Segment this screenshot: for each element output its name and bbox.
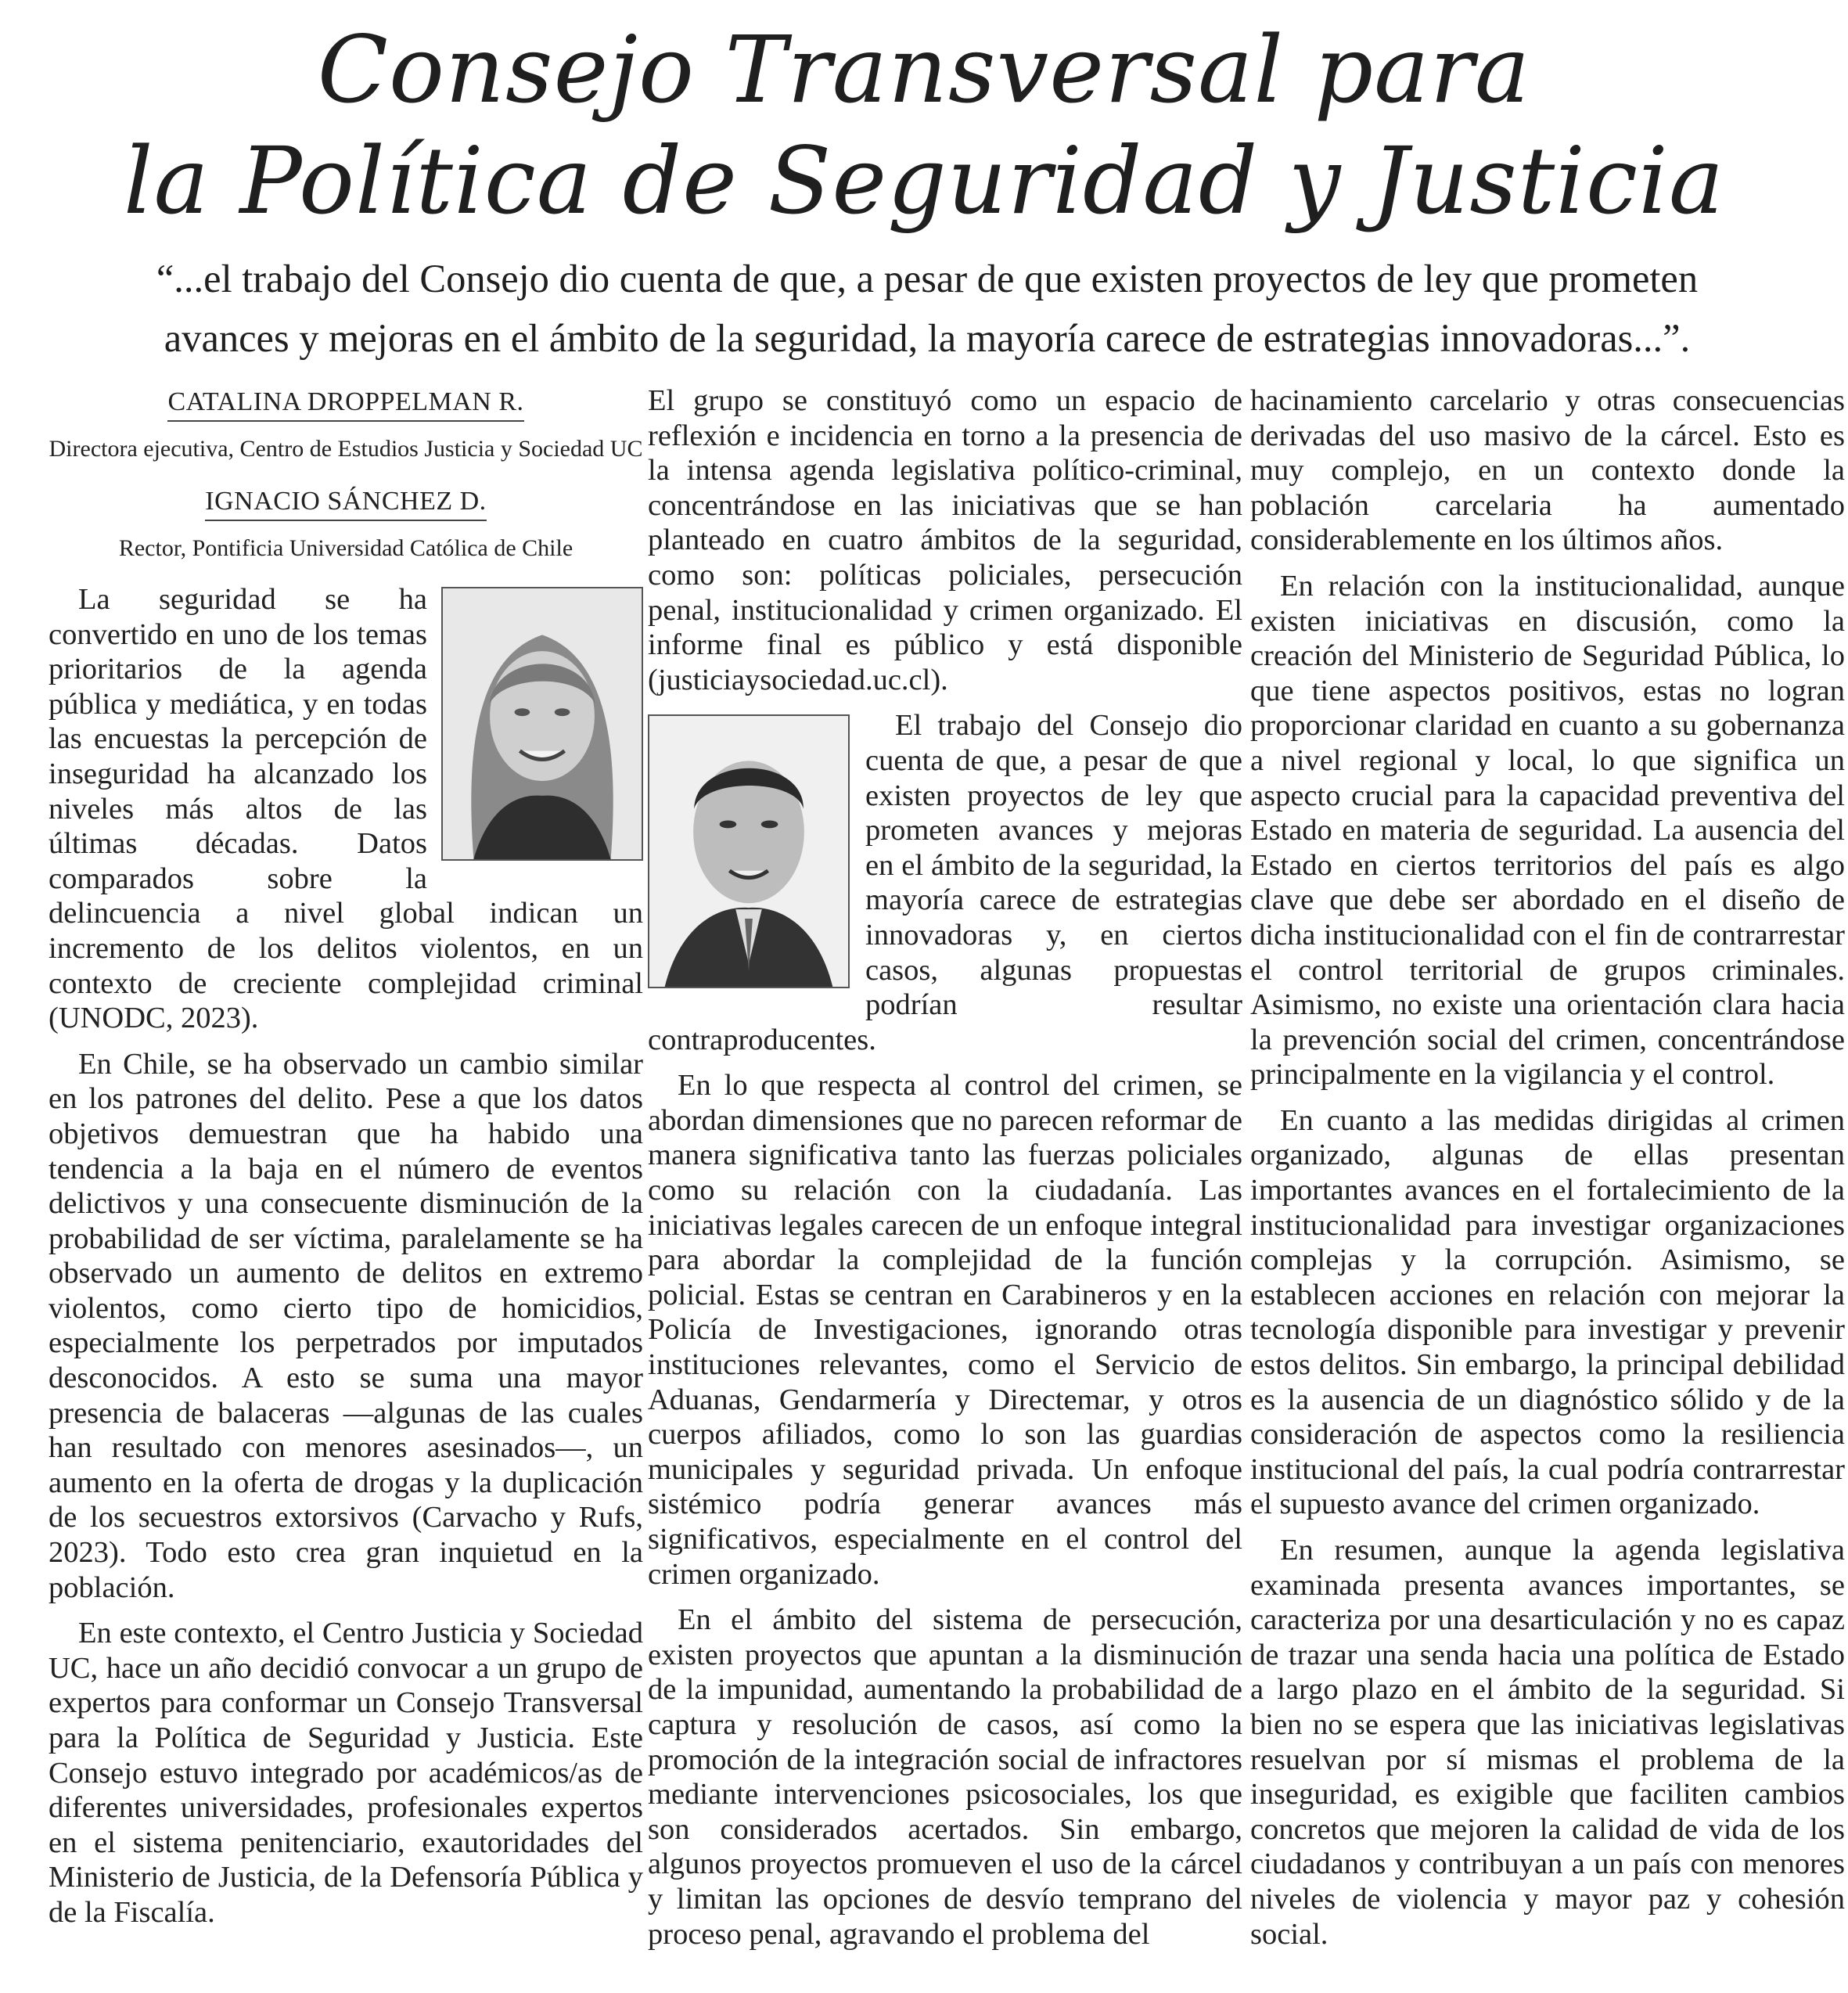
author-role: Rector, Pontificia Universidad Católica de Chile <box>118 535 573 561</box>
headline-line-1: Consejo Transversal para <box>317 16 1531 124</box>
author-name: CATALINA DROPPELMAN R. <box>167 386 523 422</box>
column-1 <box>49 383 643 1988</box>
paragraph: El grupo se constituyó como un espacio de reflexión e incidencia en torno a la presencia de la intensa agenda legislativa político-criminal, concentrándose en las iniciativas que se han planteado en cuatro ámbitos de la seguridad, como son: políticas policiales, persecución penal, institucionalidad y crimen organizado. El informe final es público y está disponible (justiciaysociedad.uc.cl). <box>648 384 1242 696</box>
paragraph: En lo que respecta al control del crimen, se abordan dimensiones que no parecen reformar de manera significativa tanto las fuerzas policiales como su relación con la ciudadanía. Las iniciativas legales carecen de un enfoque integral para abordar la complejidad de la función policial. Estas se centran en Carabineros y en la Policía de Investigaciones, ignorando otras instituciones relevantes, como el Servicio de Aduanas, Gendarmería y Directemar, y otros cuerpos afiliados, como lo son las guardias municipales y seguridad privada. Un enfoque sistémico podría generar avances más significativos, especialmente en el control del crimen organizado. <box>648 1069 1242 1591</box>
pull-quote: “...el trabajo del Consejo dio cuenta de que, a pesar de que existen proyectos de ley que prometen avances y mejoras en el ámbito de la seguridad, la mayoría carece de estrategias innovadoras...”. <box>156 257 1699 360</box>
author-portrait-woman <box>441 587 643 861</box>
paragraph: El trabajo del Consejo dio cuenta de que, a pesar de que existen proyectos de ley que prometen avances y mejoras en el ámbito de la seguridad, la mayoría carece de estrategias innovadoras y, en ciertos casos, algunas propuestas podrían resultar contraproducentes. <box>648 709 1242 1056</box>
headline <box>0 14 1848 236</box>
headline-line-2: la Política de Seguridad y Justicia <box>123 127 1725 235</box>
paragraph: En este contexto, el Centro Justicia y Sociedad UC, hace un año decidió convocar a un grupo de expertos para conformar un Consejo Transversal para la Política de Seguridad y Justicia. Este Consejo estuvo integrado por académicos/as de diferentes universidades, profesionales expertos en el sistema penitenciario, exautoridades del Ministerio de Justicia, de la Defensoría Pública y de la Fiscalía. <box>49 1617 643 1929</box>
paragraph: En relación con la institucionalidad, aunque existen iniciativas en discusión, como la creación del Ministerio de Seguridad Pública, lo que tiene aspectos positivos, estas no logran proporcionar claridad en cuanto a su gobernanza a nivel regional y local, lo que significa un aspecto crucial para la capacidad preventiva del Estado en materia de seguridad. La ausencia del Estado en ciertos territorios del país es algo clave que debe ser abordado en el diseño de dicha institucionalidad con el fin de contrarrestar el control territorial de grupos criminales. Asimismo, no existe una orientación clara hacia la prevención social del crimen, concentrándose principalmente en la vigilancia y el control. <box>1250 569 1845 1092</box>
paragraph: La seguridad se ha convertido en uno de los temas prioritarios de la agenda pública y mediática, y en todas las encuestas la percepción de inseguridad ha alcanzado los niveles más altos de las últimas décadas. Datos comparados sobre la delincuencia a nivel global indican un incremento de los delitos violentos, en un contexto de creciente complejidad criminal (UNODC, 2023). <box>49 583 643 1035</box>
paragraph: En cuanto a las medidas dirigidas al crimen organizado, algunas de ellas presentan importantes avances en el fortalecimiento de la institucionalidad para investigar organizaciones complejas y la corrupción. Asimismo, se establecen acciones en relación con mejorar la tecnología disponible para investigar y prevenir estos delitos. Sin embargo, la principal debilidad es la ausencia de un diagnóstico sólido y de la consideración de aspectos como la resiliencia institucional del país, la cual podría contrarrestar el supuesto avance del crimen organizado. <box>1250 1103 1845 1521</box>
byline-2 <box>49 483 643 521</box>
paragraph: En el ámbito del sistema de persecución, existen proyectos que apuntan a la disminución de la impunidad, aumentando la probabilidad de captura y resolución de casos, así como la promoción de la integración social de infractores mediante intervenciones psicosociales, los que son considerados acertados. Sin embargo, algunos proyectos promueven el uso de la cárcel y limitan las opciones de desvío temprano del proceso penal, agravando el problema del <box>648 1603 1242 1951</box>
byline-1 <box>49 383 643 422</box>
paragraph: En Chile, se ha observado un cambio similar en los patrones del delito. Pese a que los datos objetivos demuestran que ha habido una tendencia a la baja en el número de eventos delictivos y una consecuente disminución de la probabilidad de ser víctima, paralelamente se ha observado un aumento de delitos en extremo violentos, como cierto tipo de homicidios, especialmente los perpetrados por imputados desconocidos. A esto se suma una mayor presencia de balaceras —algunas de las cuales han resultado con menores asesinados—, un aumento en la oferta de drogas y la duplicación de los secuestros extorsivos (Carvacho y Rufs, 2023). Todo esto crea gran inquietud en la población. <box>49 1047 643 1604</box>
paragraph: En resumen, aunque la agenda legislativa examinada presenta avances importantes, se caracteriza por una desarticulación y no es capaz de trazar una senda hacia una política de Estado a largo plazo en el ámbito de la seguridad. Si bien no se espera que las iniciativas legislativas resuelvan por sí mismas el problema de la inseguridad, es exigible que faciliten cambios concretos que mejoren la calidad de vida de los ciudadanos y contribuyan a un país con menores niveles de violencia y mayor paz y cohesión social. <box>1250 1534 1845 1951</box>
column-2 <box>648 383 1242 1988</box>
author-name: IGNACIO SÁNCHEZ D. <box>205 485 486 521</box>
author-role: Directora ejecutiva, Centro de Estudios Justicia y Sociedad UC <box>49 436 643 462</box>
paragraph: hacinamiento carcelario y otras consecuencias derivadas del uso masivo de la cárcel. Esto es muy complejo, en un contexto donde la población carcelaria ha aumentado considerablemente en los últimos años. <box>1250 384 1845 557</box>
column-3 <box>1250 383 1845 1988</box>
author-portrait-man <box>648 714 850 988</box>
